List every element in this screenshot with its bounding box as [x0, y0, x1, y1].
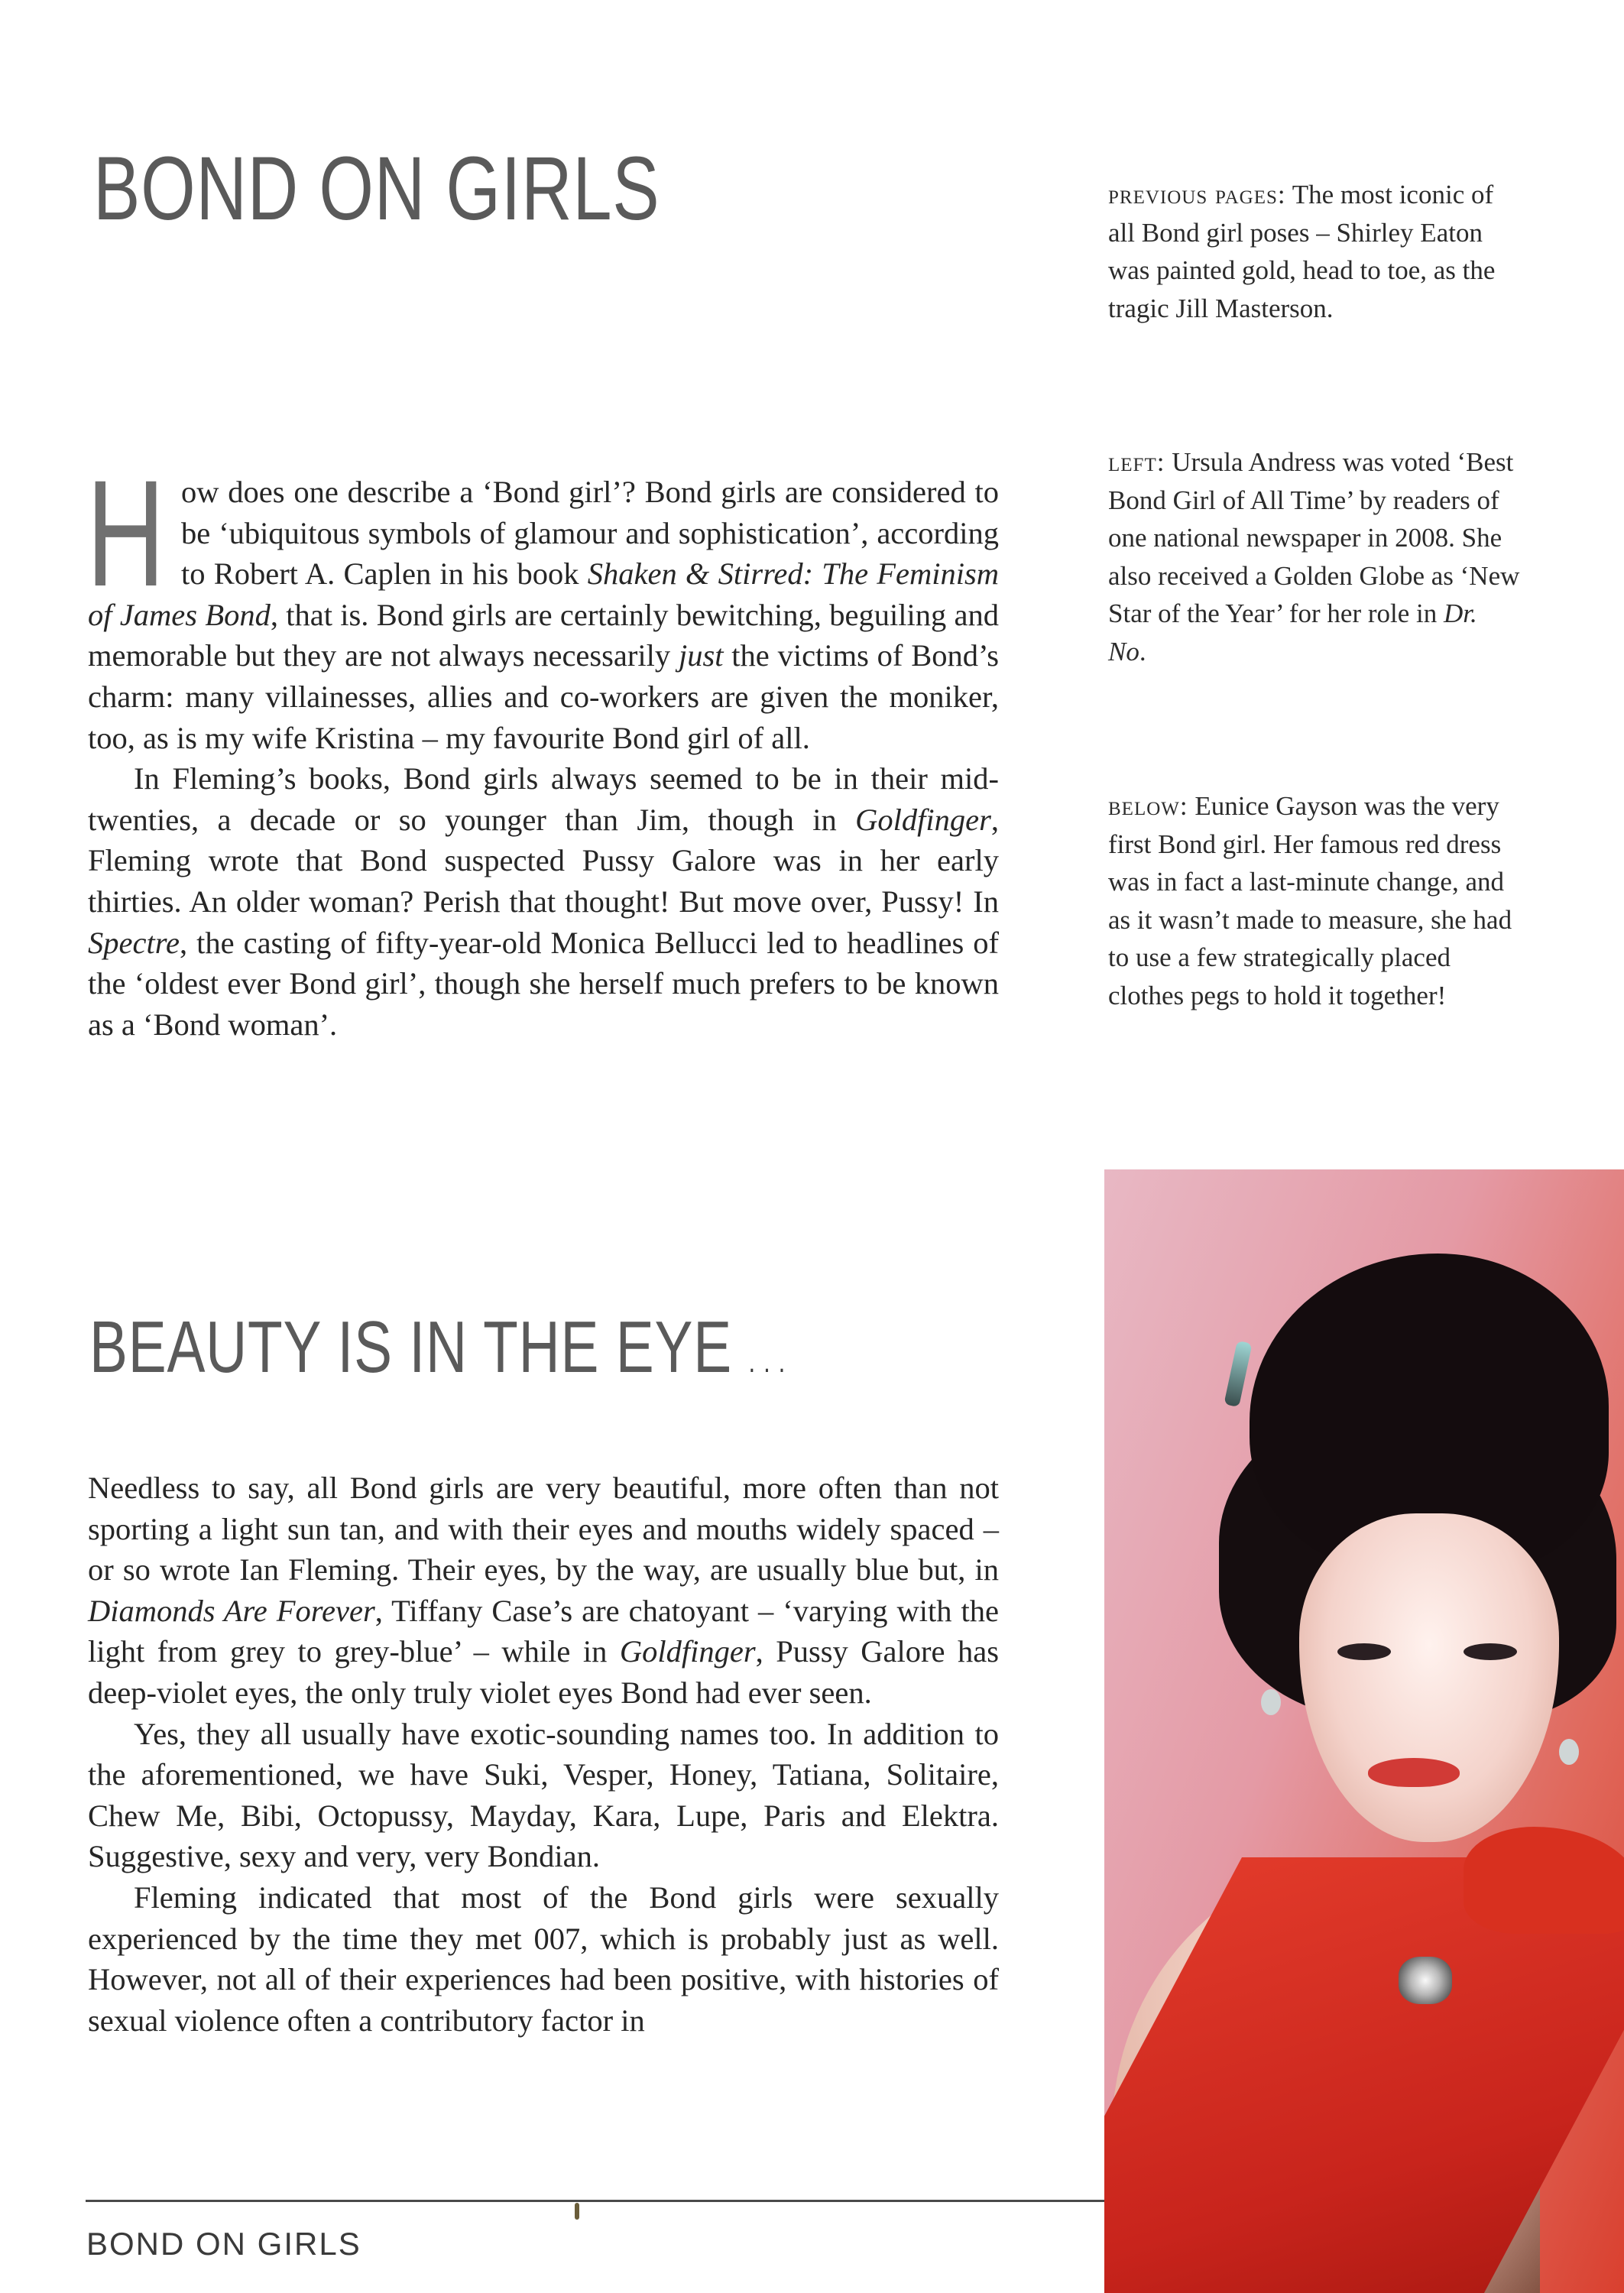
caption-left	[1108, 443, 1521, 670]
text-run: Eunice Gayson was the very first Bond girl. Her famous red dress was in fact a last-minute change, and as it wasn’t made to measure, she had to use a few strategically placed clothes pegs to hold it together!	[1108, 791, 1512, 1010]
text-run: Fleming indicated that most of the Bond girls were sexually experienced by the time they met 007, which is probably just as well. However, not all of their experiences had been positive, with histories of sexual violence often a contributory factor in	[88, 1879, 999, 2038]
italic-title: Spectre	[88, 925, 180, 960]
paragraph	[88, 758, 999, 1045]
text-run: In Fleming’s books, Bond girls always seemed to be in their mid-twenties, a decade or so younger than Jim, though in	[88, 761, 999, 837]
photo-eye	[1464, 1643, 1517, 1660]
text-run: , Fleming wrote that Bond suspected Pussy Galore was in her early thirties. An older woman? Perish that thought! But move over, Pussy! In	[88, 802, 999, 919]
text-run: Needless to say, all Bond girls are very beautiful, more often than not sporting a light sun tan, and with their eyes and mouths widely spaced – or so wrote Ian Fleming. Their eyes, by the way, are usually blue but, in	[88, 1471, 999, 1588]
binding-mark-icon	[575, 2203, 579, 2220]
page-title: BOND ON GIRLS	[93, 138, 660, 239]
heading-ellipsis: ...	[748, 1345, 794, 1379]
section-heading-text: BEAUTY IS IN THE EYE	[89, 1306, 732, 1388]
italic-title: just	[678, 638, 724, 673]
beauty-section	[88, 1468, 999, 2041]
paragraph	[88, 1714, 999, 1877]
text-run: Ursula Andress was voted ‘Best Bond Girl of All Time’ by readers of one national newspaper in 2008. She also received a Golden Globe as ‘New Star of the Year’ for her role in	[1108, 447, 1520, 628]
italic-title: Diamonds Are Forever	[88, 1593, 375, 1628]
italic-title: Goldfinger	[619, 1634, 756, 1669]
caption-label: below:	[1108, 791, 1188, 821]
photo-lips	[1368, 1758, 1460, 1787]
paragraph	[86, 449, 999, 758]
text-run: the victims of Bond’s charm: many villainesses, allies and co-workers are given the moniker, too, as is my wife Kristina – my favourite Bond girl of all.	[88, 638, 999, 755]
caption-label: left:	[1108, 447, 1165, 477]
footer-divider	[86, 2200, 1104, 2202]
photo-eye	[1337, 1643, 1391, 1660]
section-heading	[89, 1306, 794, 1399]
paragraph	[88, 1468, 999, 1714]
italic-title: Goldfinger	[855, 802, 991, 837]
photo-face	[1299, 1513, 1559, 1842]
paragraph	[88, 1877, 999, 2041]
drop-cap: H	[86, 449, 165, 618]
photo-earring	[1559, 1739, 1579, 1765]
running-footer: BOND ON GIRLS	[86, 2226, 361, 2262]
text-run: , Tiffany Case’s are chatoyant – ‘varying with the light from grey to grey-blue’ – while in	[88, 1593, 999, 1669]
italic-title: Shaken & Stirred: The Feminism of James Bond	[88, 556, 999, 632]
photo-brooch	[1399, 1957, 1452, 2004]
text-run: .	[1139, 636, 1146, 666]
photo-earring	[1261, 1689, 1281, 1715]
photo-eunice-gayson	[1104, 1169, 1624, 2293]
italic-title: Dr. No	[1108, 598, 1477, 666]
photo-hairpin	[1224, 1341, 1252, 1407]
text-run: , Pussy Galore has deep-violet eyes, the only truly violet eyes Bond had ever seen.	[88, 1634, 999, 1710]
caption-below	[1108, 787, 1521, 1014]
text-run: , that is. Bond girls are certainly bewitching, beguiling and memorable but they are not always necessarily	[88, 597, 999, 673]
text-run: ow does one describe a ‘Bond girl’? Bond girls are considered to be ‘ubiquitous symbols of glamour and sophistication’, according to Robert A. Caplen in his book	[181, 475, 999, 592]
caption-previous-pages	[1108, 176, 1521, 327]
text-run: , the casting of fifty-year-old Monica Bellucci led to headlines of the ‘oldest ever Bond girl’, though she herself much prefers to be known as a ‘Bond woman’.	[88, 925, 999, 1042]
text-run: Yes, they all usually have exotic-sounding names too. In addition to the aforementioned, we have Suki, Vesper, Honey, Tatiana, Solitaire, Chew Me, Bibi, Octopussy, Mayday, Kara, Lupe, Paris and Elektra. Suggestive, sexy and very, very Bondian.	[88, 1716, 999, 1874]
photo-dress-strap	[1464, 1827, 1624, 1934]
intro-section	[86, 449, 999, 1045]
text-run: The most iconic of all Bond girl poses – Shirley Eaton was painted gold, head to toe, as the tragic Jill Masterson.	[1108, 180, 1496, 323]
caption-label: previous pages:	[1108, 180, 1286, 209]
